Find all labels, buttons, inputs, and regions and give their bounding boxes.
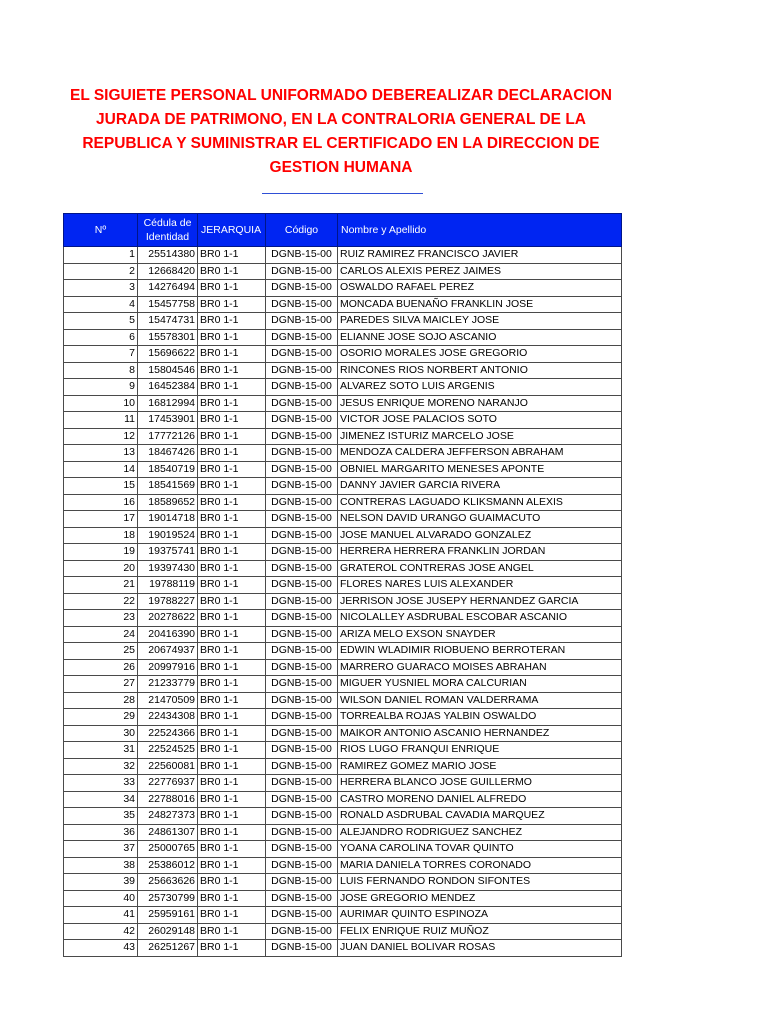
jerarquia-cell: BR0 1-1	[198, 857, 266, 874]
row-number-cell: 9	[64, 379, 138, 396]
row-number-cell: 41	[64, 907, 138, 924]
jerarquia-cell: BR0 1-1	[198, 428, 266, 445]
codigo-cell: DGNB-15-00	[266, 379, 338, 396]
table-row	[64, 379, 622, 396]
cedula-cell: 21233779	[138, 676, 198, 693]
codigo-cell: DGNB-15-00	[266, 395, 338, 412]
cedula-cell: 24861307	[138, 824, 198, 841]
table-row	[64, 461, 622, 478]
jerarquia-cell: BR0 1-1	[198, 775, 266, 792]
nombre-cell: OBNIEL MARGARITO MENESES APONTE	[338, 461, 622, 478]
cedula-cell: 25730799	[138, 890, 198, 907]
cedula-cell: 17453901	[138, 412, 198, 429]
codigo-cell: DGNB-15-00	[266, 560, 338, 577]
row-number-cell: 26	[64, 659, 138, 676]
codigo-cell: DGNB-15-00	[266, 742, 338, 759]
nombre-cell: OSORIO MORALES JOSE GREGORIO	[338, 346, 622, 363]
table-row	[64, 511, 622, 528]
table-row	[64, 692, 622, 709]
cedula-cell: 21470509	[138, 692, 198, 709]
table-row	[64, 791, 622, 808]
row-number-cell: 33	[64, 775, 138, 792]
cedula-cell: 19019524	[138, 527, 198, 544]
jerarquia-cell: BR0 1-1	[198, 313, 266, 330]
jerarquia-cell: BR0 1-1	[198, 362, 266, 379]
jerarquia-cell: BR0 1-1	[198, 923, 266, 940]
cedula-cell: 22788016	[138, 791, 198, 808]
cedula-cell: 12668420	[138, 263, 198, 280]
codigo-cell: DGNB-15-00	[266, 841, 338, 858]
nombre-cell: ELIANNE JOSE SOJO ASCANIO	[338, 329, 622, 346]
codigo-cell: DGNB-15-00	[266, 445, 338, 462]
nombre-cell: ARIZA MELO EXSON SNAYDER	[338, 626, 622, 643]
table-row	[64, 742, 622, 759]
codigo-cell: DGNB-15-00	[266, 676, 338, 693]
nombre-cell: YOANA CAROLINA TOVAR QUINTO	[338, 841, 622, 858]
nombre-cell: JESUS ENRIQUE MORENO NARANJO	[338, 395, 622, 412]
row-number-cell: 30	[64, 725, 138, 742]
codigo-cell: DGNB-15-00	[266, 692, 338, 709]
codigo-cell: DGNB-15-00	[266, 923, 338, 940]
jerarquia-cell: BR0 1-1	[198, 709, 266, 726]
table-row	[64, 659, 622, 676]
cedula-cell: 25663626	[138, 874, 198, 891]
table-row	[64, 923, 622, 940]
table-row	[64, 593, 622, 610]
row-number-cell: 40	[64, 890, 138, 907]
row-number-cell: 32	[64, 758, 138, 775]
cedula-cell: 15474731	[138, 313, 198, 330]
table-row	[64, 346, 622, 363]
codigo-cell: DGNB-15-00	[266, 313, 338, 330]
jerarquia-cell: BR0 1-1	[198, 247, 266, 264]
table-row	[64, 890, 622, 907]
table-row	[64, 527, 622, 544]
table-header	[64, 214, 622, 247]
row-number-cell: 19	[64, 544, 138, 561]
title-underline	[262, 193, 423, 194]
jerarquia-cell: BR0 1-1	[198, 940, 266, 957]
jerarquia-cell: BR0 1-1	[198, 692, 266, 709]
table-row	[64, 610, 622, 627]
row-number-cell: 38	[64, 857, 138, 874]
cedula-cell: 26251267	[138, 940, 198, 957]
cedula-cell: 25514380	[138, 247, 198, 264]
nombre-cell: MARRERO GUARACO MOISES ABRAHAN	[338, 659, 622, 676]
cedula-cell: 16812994	[138, 395, 198, 412]
jerarquia-cell: BR0 1-1	[198, 841, 266, 858]
table-row	[64, 445, 622, 462]
column-header-codigo: Código	[266, 214, 338, 247]
codigo-cell: DGNB-15-00	[266, 643, 338, 660]
nombre-cell: RIOS LUGO FRANQUI ENRIQUE	[338, 742, 622, 759]
row-number-cell: 3	[64, 280, 138, 297]
row-number-cell: 31	[64, 742, 138, 759]
row-number-cell: 37	[64, 841, 138, 858]
column-header-number: Nº	[64, 214, 138, 247]
cedula-cell: 15696622	[138, 346, 198, 363]
jerarquia-cell: BR0 1-1	[198, 395, 266, 412]
table-row	[64, 758, 622, 775]
nombre-cell: CASTRO MORENO DANIEL ALFREDO	[338, 791, 622, 808]
codigo-cell: DGNB-15-00	[266, 329, 338, 346]
table-row	[64, 263, 622, 280]
table-row	[64, 329, 622, 346]
row-number-cell: 8	[64, 362, 138, 379]
jerarquia-cell: BR0 1-1	[198, 280, 266, 297]
column-header-jerarquia: JERARQUIA	[198, 214, 266, 247]
jerarquia-cell: BR0 1-1	[198, 560, 266, 577]
cedula-cell: 20278622	[138, 610, 198, 627]
jerarquia-cell: BR0 1-1	[198, 412, 266, 429]
jerarquia-cell: BR0 1-1	[198, 263, 266, 280]
codigo-cell: DGNB-15-00	[266, 527, 338, 544]
codigo-cell: DGNB-15-00	[266, 593, 338, 610]
table-row	[64, 676, 622, 693]
cedula-cell: 18541569	[138, 478, 198, 495]
cedula-cell: 19788227	[138, 593, 198, 610]
jerarquia-cell: BR0 1-1	[198, 725, 266, 742]
nombre-cell: DANNY JAVIER GARCIA RIVERA	[338, 478, 622, 495]
row-number-cell: 35	[64, 808, 138, 825]
jerarquia-cell: BR0 1-1	[198, 676, 266, 693]
nombre-cell: RUIZ RAMIREZ FRANCISCO JAVIER	[338, 247, 622, 264]
nombre-cell: MENDOZA CALDERA JEFFERSON ABRAHAM	[338, 445, 622, 462]
jerarquia-cell: BR0 1-1	[198, 527, 266, 544]
nombre-cell: ALVAREZ SOTO LUIS ARGENIS	[338, 379, 622, 396]
nombre-cell: PAREDES SILVA MAICLEY JOSE	[338, 313, 622, 330]
jerarquia-cell: BR0 1-1	[198, 643, 266, 660]
jerarquia-cell: BR0 1-1	[198, 478, 266, 495]
table-row	[64, 808, 622, 825]
table-row	[64, 544, 622, 561]
cedula-cell: 17772126	[138, 428, 198, 445]
codigo-cell: DGNB-15-00	[266, 659, 338, 676]
personnel-table	[63, 213, 622, 957]
cedula-cell: 18540719	[138, 461, 198, 478]
row-number-cell: 28	[64, 692, 138, 709]
nombre-cell: RINCONES RIOS NORBERT ANTONIO	[338, 362, 622, 379]
codigo-cell: DGNB-15-00	[266, 791, 338, 808]
row-number-cell: 27	[64, 676, 138, 693]
row-number-cell: 1	[64, 247, 138, 264]
nombre-cell: AURIMAR QUINTO ESPINOZA	[338, 907, 622, 924]
row-number-cell: 20	[64, 560, 138, 577]
nombre-cell: FELIX ENRIQUE RUIZ MUÑOZ	[338, 923, 622, 940]
jerarquia-cell: BR0 1-1	[198, 659, 266, 676]
codigo-cell: DGNB-15-00	[266, 610, 338, 627]
cedula-cell: 20416390	[138, 626, 198, 643]
nombre-cell: CARLOS ALEXIS PEREZ JAIMES	[338, 263, 622, 280]
table-row	[64, 643, 622, 660]
jerarquia-cell: BR0 1-1	[198, 890, 266, 907]
table-row	[64, 907, 622, 924]
table-row	[64, 412, 622, 429]
cedula-cell: 25000765	[138, 841, 198, 858]
row-number-cell: 18	[64, 527, 138, 544]
cedula-cell: 19788119	[138, 577, 198, 594]
table-row	[64, 940, 622, 957]
nombre-cell: EDWIN WLADIMIR RIOBUENO BERROTERAN	[338, 643, 622, 660]
jerarquia-cell: BR0 1-1	[198, 824, 266, 841]
codigo-cell: DGNB-15-00	[266, 709, 338, 726]
codigo-cell: DGNB-15-00	[266, 461, 338, 478]
jerarquia-cell: BR0 1-1	[198, 593, 266, 610]
nombre-cell: OSWALDO RAFAEL PEREZ	[338, 280, 622, 297]
table-row	[64, 362, 622, 379]
cedula-cell: 24827373	[138, 808, 198, 825]
row-number-cell: 13	[64, 445, 138, 462]
row-number-cell: 2	[64, 263, 138, 280]
codigo-cell: DGNB-15-00	[266, 494, 338, 511]
table-row	[64, 395, 622, 412]
row-number-cell: 5	[64, 313, 138, 330]
codigo-cell: DGNB-15-00	[266, 808, 338, 825]
nombre-cell: JOSE GREGORIO MENDEZ	[338, 890, 622, 907]
row-number-cell: 15	[64, 478, 138, 495]
table-row	[64, 577, 622, 594]
cedula-cell: 25959161	[138, 907, 198, 924]
nombre-cell: JUAN DANIEL BOLIVAR ROSAS	[338, 940, 622, 957]
cedula-cell: 20674937	[138, 643, 198, 660]
table-row	[64, 841, 622, 858]
nombre-cell: NICOLALLEY ASDRUBAL ESCOBAR ASCANIO	[338, 610, 622, 627]
nombre-cell: WILSON DANIEL ROMAN VALDERRAMA	[338, 692, 622, 709]
codigo-cell: DGNB-15-00	[266, 940, 338, 957]
cedula-cell: 20997916	[138, 659, 198, 676]
codigo-cell: DGNB-15-00	[266, 758, 338, 775]
nombre-cell: MAIKOR ANTONIO ASCANIO HERNANDEZ	[338, 725, 622, 742]
codigo-cell: DGNB-15-00	[266, 890, 338, 907]
nombre-cell: FLORES NARES LUIS ALEXANDER	[338, 577, 622, 594]
cedula-cell: 22434308	[138, 709, 198, 726]
codigo-cell: DGNB-15-00	[266, 296, 338, 313]
codigo-cell: DGNB-15-00	[266, 362, 338, 379]
table-row	[64, 478, 622, 495]
row-number-cell: 29	[64, 709, 138, 726]
jerarquia-cell: BR0 1-1	[198, 874, 266, 891]
table-row	[64, 874, 622, 891]
nombre-cell: HERRERA HERRERA FRANKLIN JORDAN	[338, 544, 622, 561]
jerarquia-cell: BR0 1-1	[198, 511, 266, 528]
codigo-cell: DGNB-15-00	[266, 412, 338, 429]
codigo-cell: DGNB-15-00	[266, 247, 338, 264]
cedula-cell: 25386012	[138, 857, 198, 874]
row-number-cell: 25	[64, 643, 138, 660]
jerarquia-cell: BR0 1-1	[198, 907, 266, 924]
table-row	[64, 247, 622, 264]
jerarquia-cell: BR0 1-1	[198, 544, 266, 561]
header-row	[64, 214, 622, 247]
jerarquia-cell: BR0 1-1	[198, 577, 266, 594]
table-row	[64, 626, 622, 643]
table-row	[64, 313, 622, 330]
row-number-cell: 17	[64, 511, 138, 528]
row-number-cell: 21	[64, 577, 138, 594]
codigo-cell: DGNB-15-00	[266, 874, 338, 891]
table-row	[64, 428, 622, 445]
cedula-cell: 18467426	[138, 445, 198, 462]
column-header-nombre: Nombre y Apellido	[338, 214, 622, 247]
row-number-cell: 11	[64, 412, 138, 429]
cedula-cell: 15804546	[138, 362, 198, 379]
nombre-cell: TORREALBA ROJAS YALBIN OSWALDO	[338, 709, 622, 726]
nombre-cell: JERRISON JOSE JUSEPY HERNANDEZ GARCIA	[338, 593, 622, 610]
jerarquia-cell: BR0 1-1	[198, 758, 266, 775]
table-row	[64, 296, 622, 313]
codigo-cell: DGNB-15-00	[266, 478, 338, 495]
jerarquia-cell: BR0 1-1	[198, 610, 266, 627]
codigo-cell: DGNB-15-00	[266, 428, 338, 445]
nombre-cell: JOSE MANUEL ALVARADO GONZALEZ	[338, 527, 622, 544]
nombre-cell: RAMIREZ GOMEZ MARIO JOSE	[338, 758, 622, 775]
codigo-cell: DGNB-15-00	[266, 577, 338, 594]
row-number-cell: 12	[64, 428, 138, 445]
jerarquia-cell: BR0 1-1	[198, 379, 266, 396]
codigo-cell: DGNB-15-00	[266, 907, 338, 924]
jerarquia-cell: BR0 1-1	[198, 808, 266, 825]
jerarquia-cell: BR0 1-1	[198, 626, 266, 643]
cedula-cell: 22524525	[138, 742, 198, 759]
row-number-cell: 22	[64, 593, 138, 610]
row-number-cell: 42	[64, 923, 138, 940]
nombre-cell: LUIS FERNANDO RONDON SIFONTES	[338, 874, 622, 891]
jerarquia-cell: BR0 1-1	[198, 329, 266, 346]
nombre-cell: VICTOR JOSE PALACIOS SOTO	[338, 412, 622, 429]
jerarquia-cell: BR0 1-1	[198, 791, 266, 808]
codigo-cell: DGNB-15-00	[266, 544, 338, 561]
nombre-cell: RONALD ASDRUBAL CAVADIA MARQUEZ	[338, 808, 622, 825]
row-number-cell: 23	[64, 610, 138, 627]
table-row	[64, 824, 622, 841]
column-header-cedula: Cédula de Identidad	[138, 214, 198, 247]
cedula-cell: 18589652	[138, 494, 198, 511]
nombre-cell: GRATEROL CONTRERAS JOSE ANGEL	[338, 560, 622, 577]
row-number-cell: 34	[64, 791, 138, 808]
jerarquia-cell: BR0 1-1	[198, 742, 266, 759]
jerarquia-cell: BR0 1-1	[198, 346, 266, 363]
table-row	[64, 709, 622, 726]
cedula-cell: 19014718	[138, 511, 198, 528]
codigo-cell: DGNB-15-00	[266, 824, 338, 841]
row-number-cell: 36	[64, 824, 138, 841]
codigo-cell: DGNB-15-00	[266, 626, 338, 643]
nombre-cell: MONCADA BUENAÑO FRANKLIN JOSE	[338, 296, 622, 313]
row-number-cell: 43	[64, 940, 138, 957]
cedula-cell: 26029148	[138, 923, 198, 940]
codigo-cell: DGNB-15-00	[266, 280, 338, 297]
jerarquia-cell: BR0 1-1	[198, 494, 266, 511]
cedula-cell: 22524366	[138, 725, 198, 742]
nombre-cell: CONTRERAS LAGUADO KLIKSMANN ALEXIS	[338, 494, 622, 511]
row-number-cell: 4	[64, 296, 138, 313]
nombre-cell: ALEJANDRO RODRIGUEZ SANCHEZ	[338, 824, 622, 841]
nombre-cell: JIMENEZ ISTURIZ MARCELO JOSE	[338, 428, 622, 445]
cedula-cell: 22776937	[138, 775, 198, 792]
codigo-cell: DGNB-15-00	[266, 263, 338, 280]
codigo-cell: DGNB-15-00	[266, 775, 338, 792]
codigo-cell: DGNB-15-00	[266, 857, 338, 874]
nombre-cell: MARIA DANIELA TORRES CORONADO	[338, 857, 622, 874]
row-number-cell: 7	[64, 346, 138, 363]
row-number-cell: 16	[64, 494, 138, 511]
jerarquia-cell: BR0 1-1	[198, 296, 266, 313]
table-row	[64, 725, 622, 742]
jerarquia-cell: BR0 1-1	[198, 445, 266, 462]
table-row	[64, 857, 622, 874]
row-number-cell: 14	[64, 461, 138, 478]
codigo-cell: DGNB-15-00	[266, 511, 338, 528]
row-number-cell: 10	[64, 395, 138, 412]
cedula-cell: 19375741	[138, 544, 198, 561]
cedula-cell: 22560081	[138, 758, 198, 775]
table-row	[64, 280, 622, 297]
codigo-cell: DGNB-15-00	[266, 346, 338, 363]
cedula-cell: 15578301	[138, 329, 198, 346]
table-row	[64, 560, 622, 577]
row-number-cell: 39	[64, 874, 138, 891]
table-body	[64, 247, 622, 957]
row-number-cell: 24	[64, 626, 138, 643]
cedula-cell: 15457758	[138, 296, 198, 313]
jerarquia-cell: BR0 1-1	[198, 461, 266, 478]
nombre-cell: HERRERA BLANCO JOSE GUILLERMO	[338, 775, 622, 792]
document-title: EL SIGUIETE PERSONAL UNIFORMADO DEBEREALIZAR DECLARACION JURADA DE PATRIMONO, EN LA CONTRALORIA GENERAL DE LA REPUBLICA Y SUMINISTRAR EL CERTIFICADO EN LA DIRECCION DE GESTION HUMANA	[70, 87, 612, 176]
cedula-cell: 16452384	[138, 379, 198, 396]
row-number-cell: 6	[64, 329, 138, 346]
cedula-cell: 19397430	[138, 560, 198, 577]
codigo-cell: DGNB-15-00	[266, 725, 338, 742]
table-row	[64, 494, 622, 511]
table-row	[64, 775, 622, 792]
nombre-cell: NELSON DAVID URANGO GUAIMACUTO	[338, 511, 622, 528]
cedula-cell: 14276494	[138, 280, 198, 297]
nombre-cell: MIGUER YUSNIEL MORA CALCURIAN	[338, 676, 622, 693]
